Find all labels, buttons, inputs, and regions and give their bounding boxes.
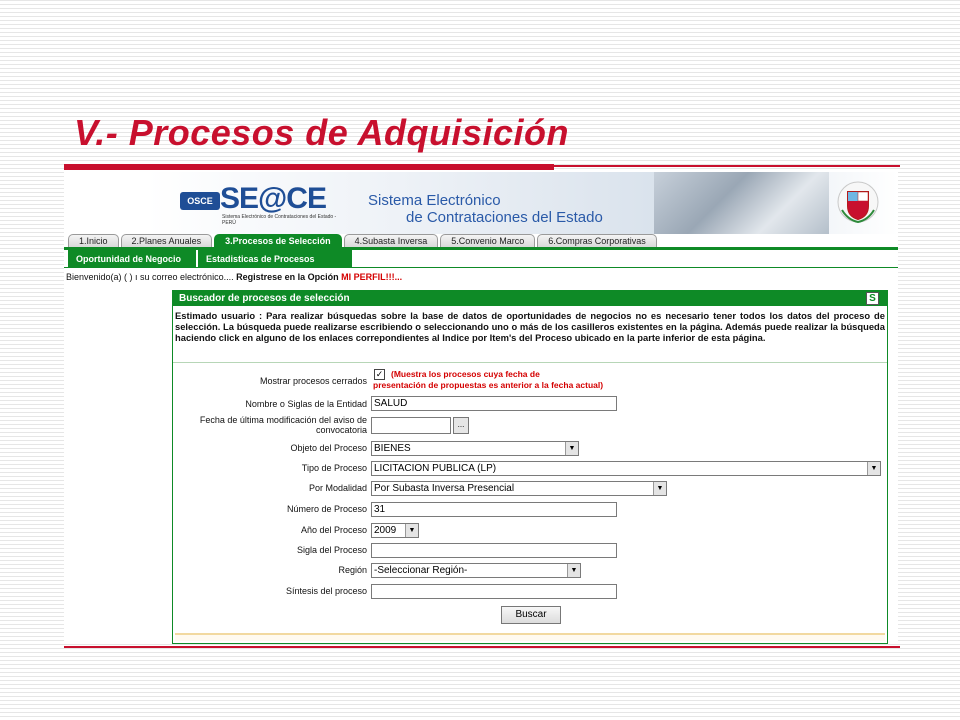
date-label-1: Fecha de última modificación del aviso de [199, 415, 367, 425]
title-rule-thin [554, 165, 900, 167]
chevron-down-icon: ▼ [405, 524, 418, 537]
chevron-down-icon: ▼ [567, 564, 580, 577]
entity-input[interactable]: SALUD [371, 396, 617, 411]
chevron-down-icon: ▼ [653, 482, 666, 495]
osce-logo[interactable]: OSCE [180, 192, 220, 210]
object-select-value: BIENES [374, 443, 411, 454]
object-label: Objeto del Proceso [290, 443, 367, 453]
seace-logo[interactable]: SE@CE [220, 182, 326, 215]
year-select[interactable] [371, 523, 419, 538]
slide-title: V.- Procesos de Adquisición [74, 112, 569, 153]
date-input[interactable] [371, 417, 451, 434]
closed-processes-note-2: presentación de propuestas es anterior a la fecha actual) [373, 380, 604, 390]
panel-header [173, 291, 887, 306]
region-select[interactable] [371, 563, 581, 578]
object-select[interactable] [371, 441, 579, 456]
search-button[interactable]: Buscar [501, 606, 561, 624]
subtab-oportunidad-negocio[interactable]: Oportunidad de Negocio [68, 250, 196, 268]
subtab-estadisticas[interactable]: Estadisticas de Procesos [198, 250, 352, 268]
title-rule [64, 164, 554, 170]
refresh-icon[interactable]: S [866, 292, 879, 305]
panel-intro: Estimado usuario : Para realizar búsquedas sobre la base de datos de oportunidades de negocios no es necesario tener todos los datos del proceso de selección. La búsqueda puede realizarse escribiendo o seleccionando uno o más de los casilleros existentes en la página. Además puede realizar la búsqueda haciendo click en alguno de los enlaces correpondientes al Indice por Item's del Proceso ubicado en la parte inferior de esta página. [175, 310, 885, 343]
modality-select-value: Por Subasta Inversa Presencial [374, 483, 515, 494]
seace-logo-subtitle: Sistema Electrónico de Contrataciones del Estado - PERÚ [222, 214, 337, 226]
acronym-label: Sigla del Proceso [296, 545, 367, 555]
modality-label: Por Modalidad [308, 483, 367, 493]
type-select[interactable] [371, 461, 881, 476]
entity-label: Nombre o Siglas de la Entidad [245, 399, 367, 409]
system-name-line2: de Contrataciones del Estado [406, 209, 603, 226]
chevron-down-icon: ▼ [867, 462, 880, 475]
region-select-value: -Seleccionar Región- [374, 565, 468, 576]
number-input[interactable]: 31 [371, 502, 617, 517]
banner-photo [654, 172, 829, 234]
search-form [173, 365, 887, 635]
panel-footer [175, 633, 885, 641]
tab-procesos-seleccion[interactable]: 3.Procesos de Selección [214, 234, 342, 247]
tab-convenio-marco[interactable]: 5.Convenio Marco [440, 234, 535, 247]
main-tabs [64, 234, 898, 250]
tab-planes-anuales[interactable]: 2.Planes Anuales [121, 234, 213, 247]
closed-processes-checkbox[interactable]: ✓ [375, 369, 384, 379]
type-label: Tipo de Proceso [301, 463, 367, 473]
modality-select[interactable] [371, 481, 667, 496]
register-text: Registrese en la Opción [236, 272, 339, 282]
tab-compras-corporativas[interactable]: 6.Compras Corporativas [537, 234, 657, 247]
type-select-value: LICITACION PUBLICA (LP) [374, 463, 497, 474]
year-select-value: 2009 [374, 525, 397, 536]
system-name-line1: Sistema Electrónico [368, 192, 501, 209]
closed-processes-label: Mostrar procesos cerrados [259, 376, 367, 386]
sub-navigation [64, 250, 898, 268]
welcome-message [66, 272, 402, 282]
acronym-input[interactable] [371, 543, 617, 558]
profile-link[interactable]: MI PERFIL!!!... [341, 272, 403, 282]
welcome-text: Bienvenido(a) ( ) ı su correo electrónico.... [66, 272, 234, 282]
year-label: Año del Proceso [300, 525, 367, 535]
browser-screenshot [64, 172, 898, 644]
tab-subasta-inversa[interactable]: 4.Subasta Inversa [344, 234, 439, 247]
synthesis-input[interactable] [371, 584, 617, 599]
chevron-down-icon: ▼ [565, 442, 578, 455]
number-label: Número de Proceso [286, 504, 367, 514]
tab-inicio[interactable]: 1.Inicio [68, 234, 119, 247]
search-panel [172, 290, 888, 644]
peru-crest-icon [836, 180, 880, 226]
closed-processes-note-1: (Muestra los procesos cuya fecha de [391, 369, 540, 379]
synthesis-label: Síntesis del proceso [285, 586, 367, 596]
site-banner [64, 172, 898, 234]
region-label: Región [338, 565, 367, 575]
date-picker-button[interactable]: ... [453, 417, 469, 434]
date-label-2: convocatoria [315, 425, 367, 435]
bottom-rule [64, 646, 900, 648]
panel-title: Buscador de procesos de selección [179, 293, 350, 304]
